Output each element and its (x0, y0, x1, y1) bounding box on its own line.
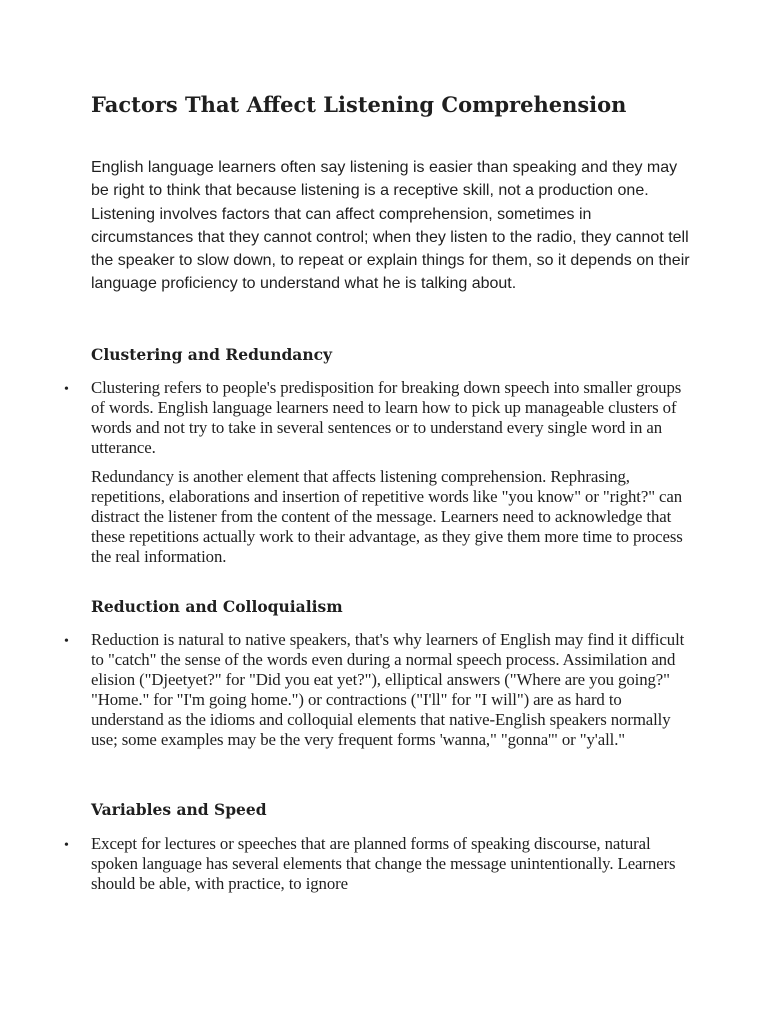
variables-paragraph: Except for lectures or speeches that are planned forms of speaking discourse, natural spoken language has several elements that change the message unintentionally. Learners should be able, with practice, to ignore (91, 834, 676, 893)
bullet-marker: • (64, 838, 69, 853)
section-heading-variables: Variables and Speed (91, 800, 267, 819)
reduction-paragraph: Reduction is natural to native speakers, that's why learners of English may find it difficult to "catch" the sense of the words even during a normal speech process. Assimilation and elision ("Djeetyet?" for "Did you eat yet?"), elliptical answers ("Where are you going?" "Home." for "I'm going home.") or contractions ("I'll" for "I will") are as hard to understand as the idioms and colloquial elements that native-English speakers normally use; some examples may be the very frequent forms 'wanna," "gonna'" or "y'all." (91, 630, 685, 749)
bullet-marker: • (64, 634, 69, 649)
section-heading-clustering: Clustering and Redundancy (91, 345, 333, 364)
section-heading-reduction: Reduction and Colloquialism (91, 597, 343, 616)
clustering-paragraph: Clustering refers to people's predisposition for breaking down speech into smaller groups of words. English language learners need to learn how to pick up manageable clusters of words and not try to take in several sentences or to understand every single word in an utterance. (91, 378, 682, 457)
redundancy-paragraph: Redundancy is another element that affects listening comprehension. Rephrasing, repetitions, elaborations and insertion of repetitive words like "you know" or "right?" can distract the listener from the content of the message. Learners need to acknowledge that these repetitions actually work to their advantage, as they give them more time to process the real information. (91, 467, 683, 566)
page-title: Factors That Affect Listening Comprehension (91, 92, 627, 117)
bullet-marker: • (64, 382, 69, 397)
intro-paragraph: English language learners often say listening is easier than speaking and they may be right to think that because listening is a receptive skill, not a production one. Listening involves factors that can affect comprehension, sometimes in circumstances that they cannot control; when they listen to the radio, they cannot tell the speaker to slow down, to repeat or explain things for them, so it depends on their language proficiency to understand what he is talking about. (91, 159, 690, 293)
